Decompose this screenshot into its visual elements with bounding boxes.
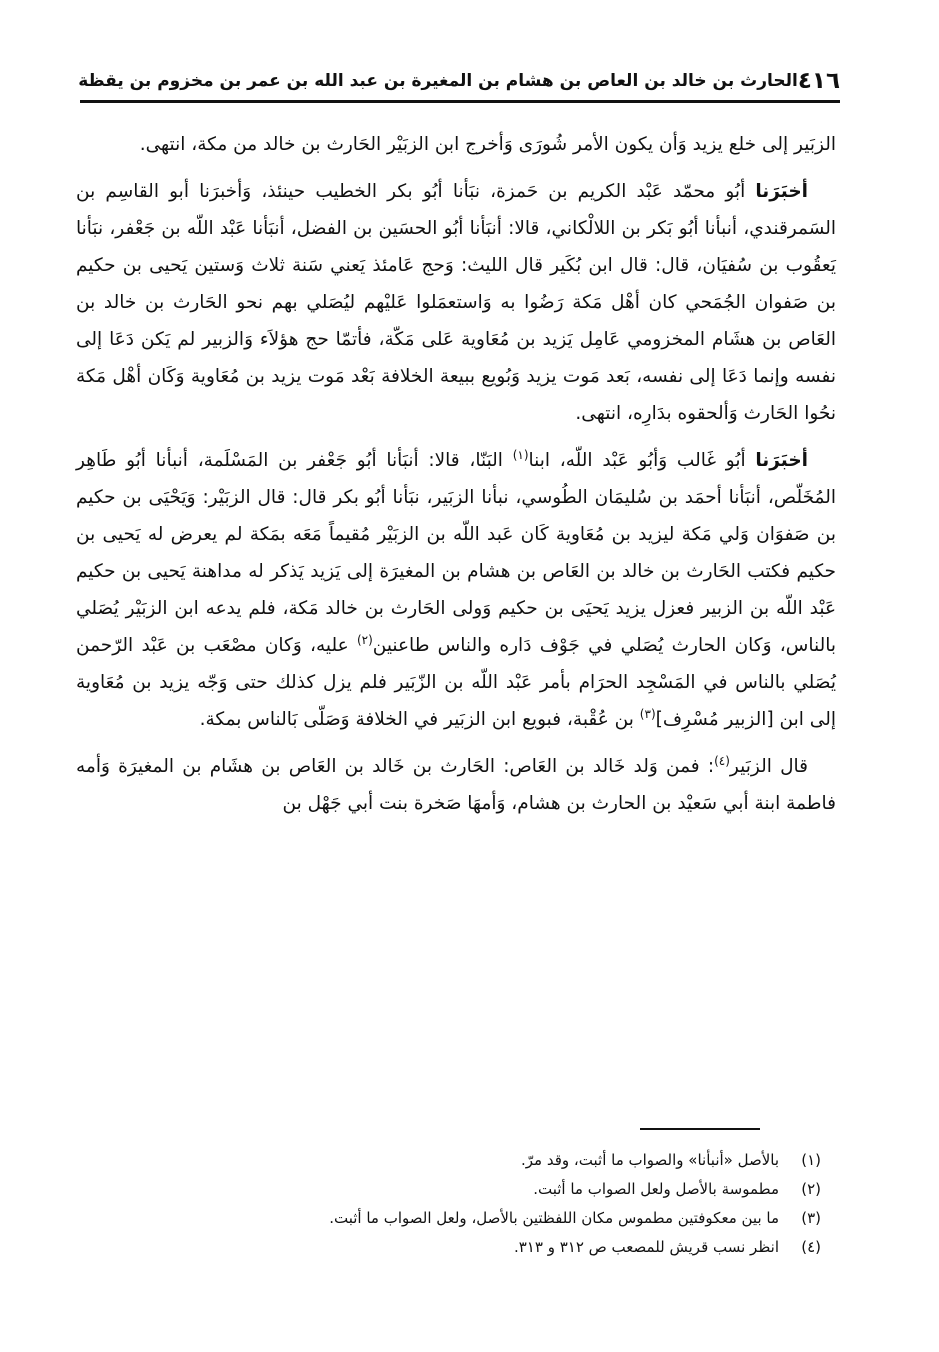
footnote-number: (٢) bbox=[801, 1180, 821, 1198]
footnote-text: مطموسة بالأصل ولعل الصواب ما أثبت. bbox=[533, 1180, 779, 1198]
paragraph-text: بن عُقْبة، فبويع ابن الزبَير في الخلافة وَصَلّى بَالناس بمكة. bbox=[199, 709, 640, 730]
footnote-ref-2: (٢) bbox=[356, 632, 373, 647]
footnote-3 bbox=[76, 1204, 821, 1233]
footnote-ref-4: (٤) bbox=[714, 753, 730, 768]
paragraph-text: عليه، وَكان مصْعَب بن عَبْد الرّحمن يُصَلي بالناس في المَسْجِد الحرَام بأمر عَبْد اللّه بن الزّبَير فلم يزل كذلك حتى وَجّه يزيد بن مُعَاوية إلى ابن [الزبير مُسْرِف] bbox=[76, 635, 836, 730]
main-text bbox=[76, 126, 836, 822]
paragraph-1 bbox=[76, 126, 836, 163]
footnote-number: (٣) bbox=[801, 1209, 821, 1227]
paragraph-text: : فمن وَلد خَالد بن العَاص: الحَارث بن خَالد بن العَاص بن هشَام بن المغيرَة وَأمه فاطمة ابنة أبي سَعيْد بن الحارث بن هشام، وَأمهَا صَخرة بنت أبي جَهْل بن bbox=[76, 756, 836, 814]
footnote-text: انظر نسب قريش للمصعب ص ٣١٢ و ٣١٣. bbox=[513, 1238, 779, 1256]
paragraph-text: قال الزبَير bbox=[729, 756, 808, 777]
paragraph-text: البَنّا، قالا: أنبَأنا أبُو جَعْفر بن المَسْلَمة، أنبأنا أبُو طَاهِر المُخَلّص، أنبَأنا أحمَد بن سُليمَان الطُوسي، نبأنا الزبَير، نبَأنا أبُو بكر قال: قال الزبَيْر: وَيَحْيَى بن حكيم بن صَفوَان وَلي مَكة ليزيد بن مُعَاوية كَان عَبد اللّه بن الزبَيْر مُقيماً مَعَه بمَكة لم يعرض له يَحيى بن حكيم فكتب الحَارث بن خالد بن العَاص بن هشام بن المغيرَة إلى يَزيد يَذكر له مداهنة يَحيى بن حكيم عَبْد اللّه بن الزبير فعزل يزيد يَحيَى بن حكيم وَولى الحَارث بن خالد مَكة، فلم يدعه ابن الزبَيْر يُصَلي بالناس، وَكان الحارث يُصَلي في جَوْف دَاره والناس طاعنين bbox=[76, 450, 837, 656]
paragraph-text: أبُو غَالب وَأبُو عَبْد اللّه، ابنا bbox=[528, 450, 756, 471]
footnote-2 bbox=[76, 1175, 821, 1204]
page-number: ٤١٦ bbox=[797, 68, 840, 94]
footnote-4 bbox=[76, 1233, 821, 1262]
footnote-ref-1: (١) bbox=[512, 447, 529, 462]
footnote-divider bbox=[640, 1128, 760, 1130]
footnote-number: (١) bbox=[801, 1151, 821, 1169]
lead-word: أخبَرَنا bbox=[755, 181, 808, 202]
running-title: الحارث بن خالد بن العاص بن هشام بن المغيرة بن عبد الله بن عمر بن مخزوم بن يقظة bbox=[78, 71, 798, 91]
lead-word: أخبَرَنا bbox=[755, 450, 808, 471]
paragraph-text: أبُو محمّد عَبْد الكريم بن حَمزة، نبَأنا أبُو بكر الخطيب حينئذ، وَأخبرَنا أبو القاسِم بن السَمرقندي، أنبأنا أبُو بَكر بن اللالْكاني، قالا: أنبَأنا أبُو الحسَين بن الفضل، أنبَأنا عَبْد اللّه بن جَعْفر، نبَأنا يَعقُوب بن سُفيَان، قال: قال ابن بُكَير قال الليث: وَحج عَامئذ يَعني سَنة ثلاث وَستين يَحيى بن حكيم بن صَفوان الجُمَحي كان أهْل مَكة رَضُوا به وَاستعمَلوا عَليْهم ليُصَلي بهم نحو الحَارث بن خالد بن العَاص بن هشَام المخزومي عَامِل يَزيد بن مُعَاوية عَلى مَكّة، فأتمّا حج هؤلاَء وَالزبير لم يَكن دَعَا إلى نفسه وإنما دَعَا إلى نفسه، بَعد مَوت يزيد وَبُويع ببيعة الخلافة بَعْد مَوت يزيد بن مُعَاوية وَكَان أهْل مَكة نحُوا الحَارث وَألحقوه بدَارِه، انتهى. bbox=[76, 181, 836, 424]
page-header bbox=[80, 62, 840, 103]
paragraph-4 bbox=[76, 748, 836, 822]
paragraph-2 bbox=[76, 173, 836, 432]
footnote-ref-3: (٣) bbox=[639, 706, 656, 721]
footnote-number: (٤) bbox=[801, 1238, 821, 1256]
footnote-1 bbox=[76, 1146, 821, 1175]
paragraph-3 bbox=[76, 442, 836, 738]
footnote-text: ما بين معكوفتين مطموس مكان اللفظتين بالأصل، ولعل الصواب ما أثبت. bbox=[329, 1209, 779, 1227]
footnote-text: بالأصل «أنبأنا» والصواب ما أثبت، وقد مرّ. bbox=[521, 1151, 779, 1169]
paragraph-text: الزبَير إلى خلع يزيد وَأن يكون الأمر شُورَى وَأخرج ابن الزبَيْر الحَارث بن خالد من مكة، انتهى. bbox=[139, 134, 836, 155]
footnotes bbox=[76, 1146, 821, 1262]
